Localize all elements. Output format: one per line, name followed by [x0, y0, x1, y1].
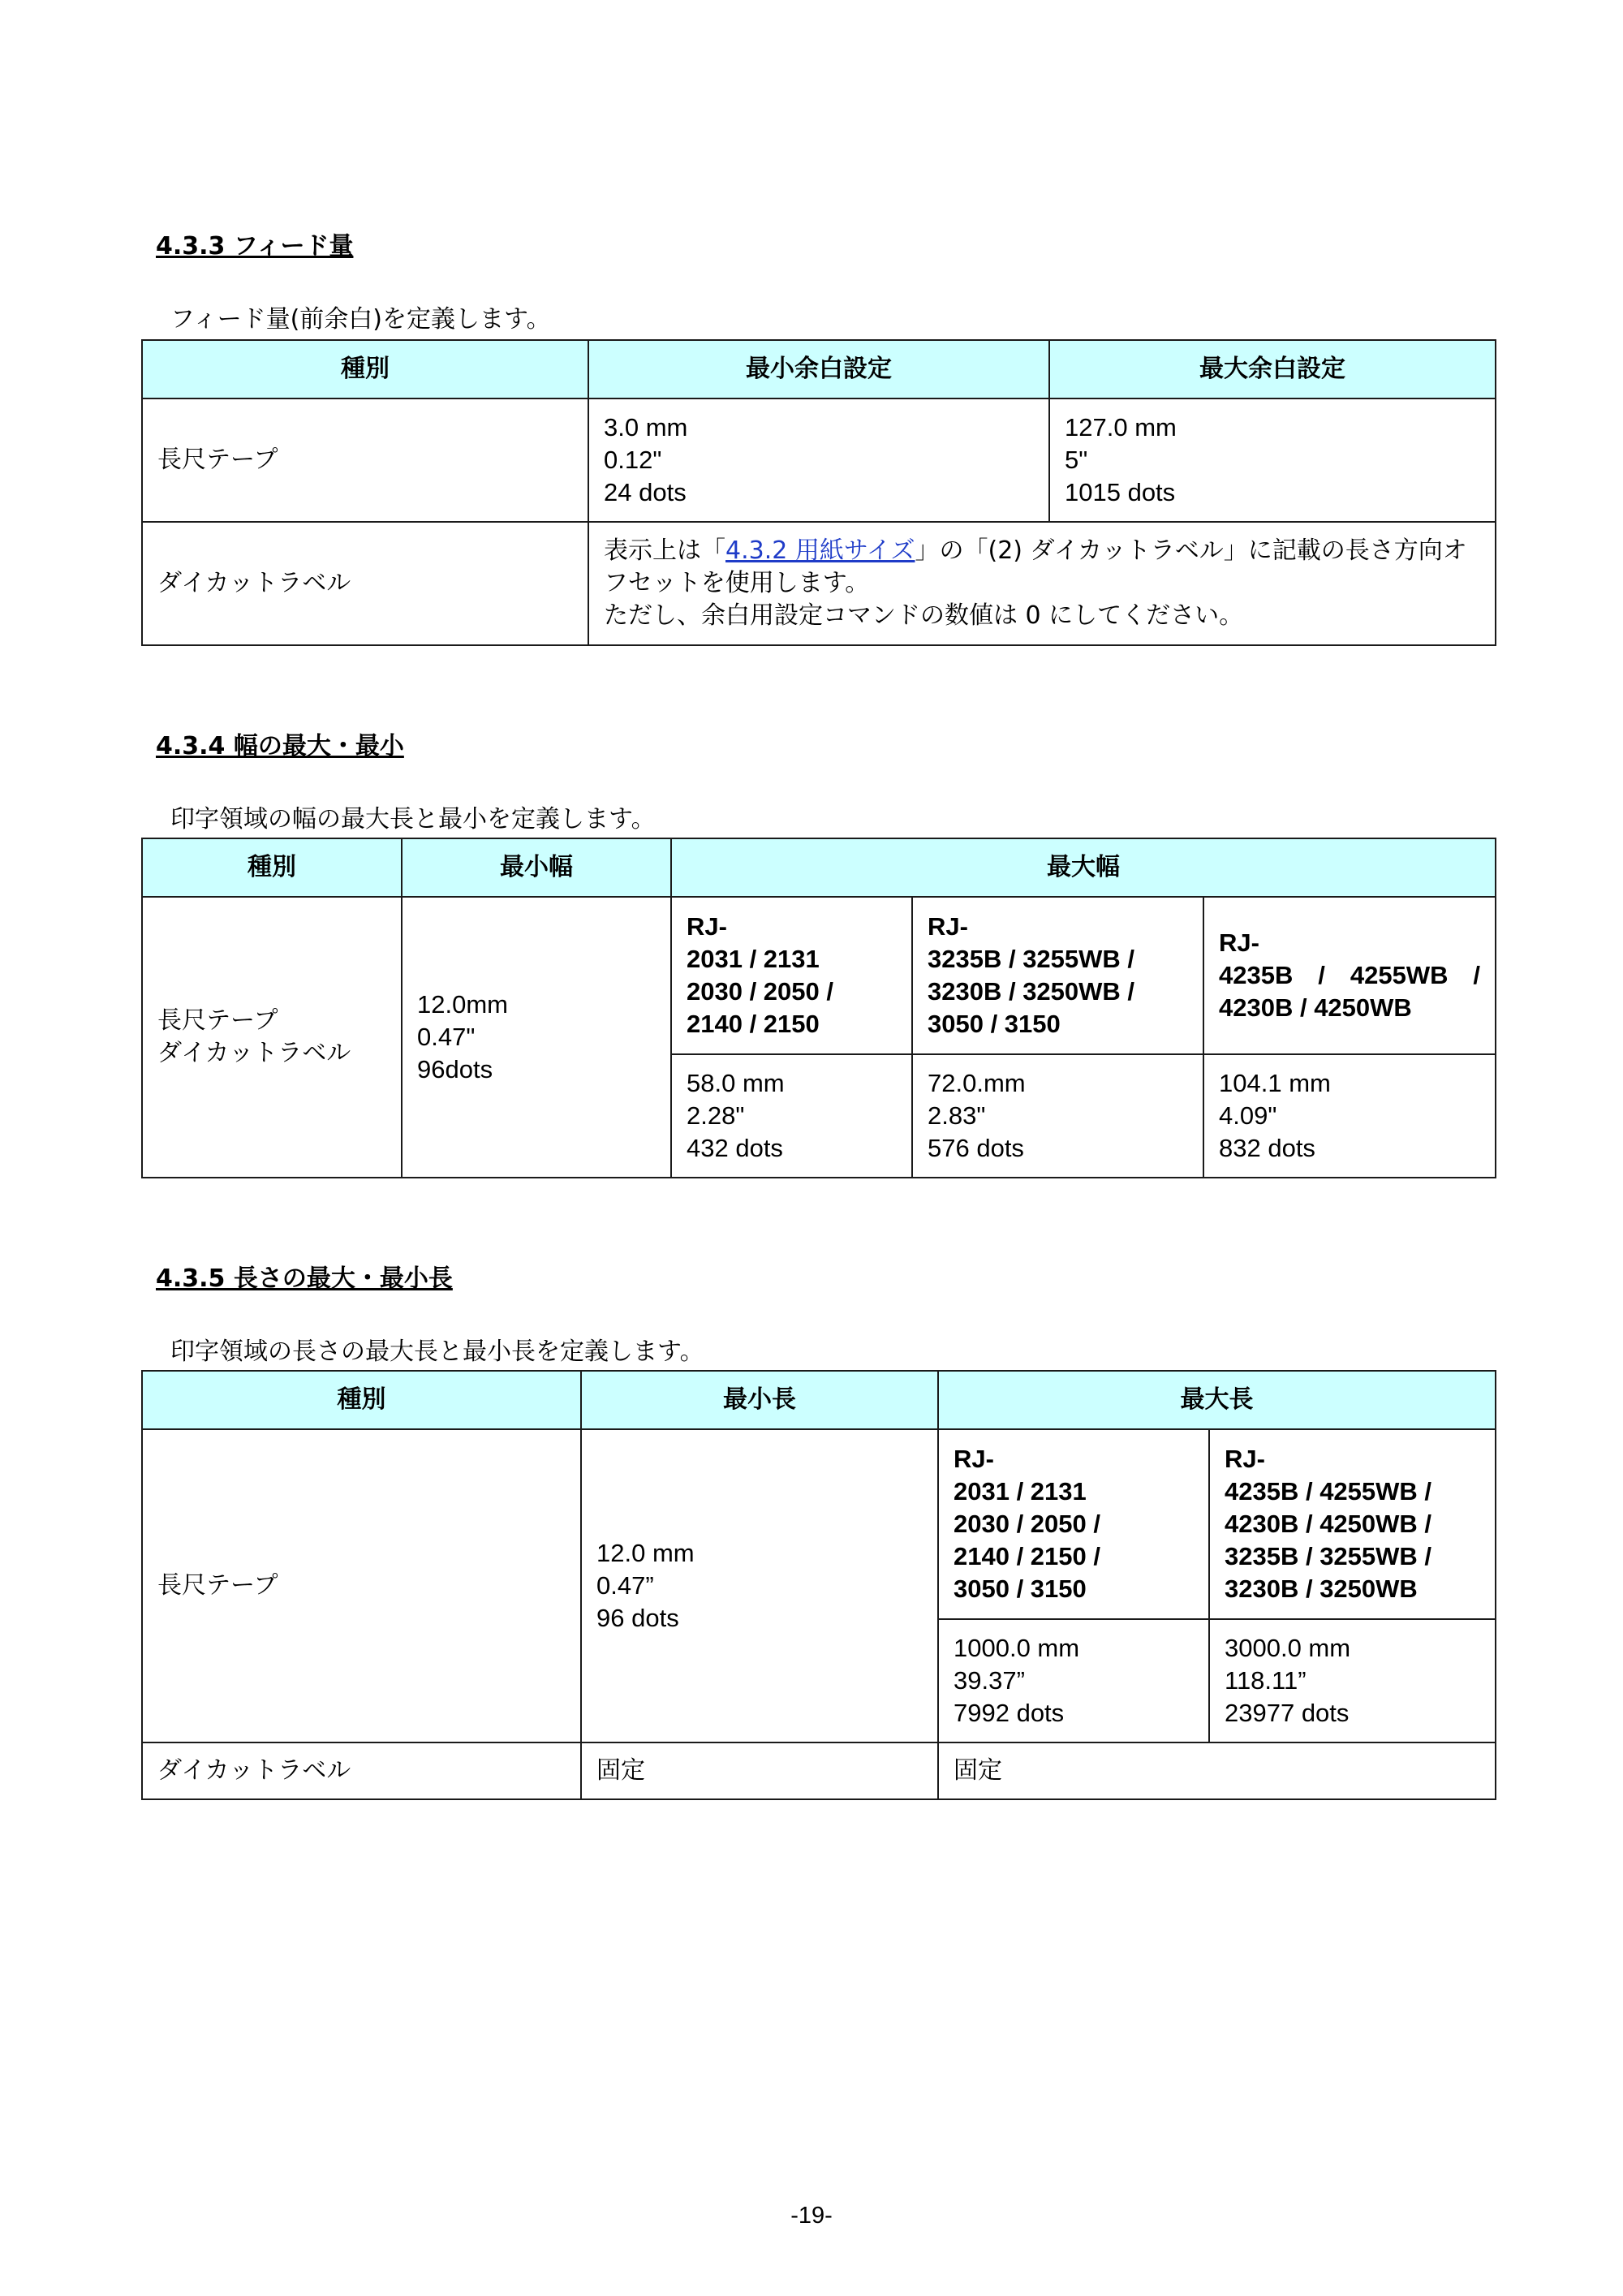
max-length-value-rj4000: 3000.0 mm 118.11” 23977 dots — [1209, 1619, 1496, 1742]
section-intro-4-3-4: 印字領域の幅の最大長と最小を定義します。 — [170, 805, 656, 834]
table-header-row — [142, 838, 1496, 897]
max-width-value-rj3000: 72.0.mm 2.83" 576 dots — [912, 1054, 1203, 1178]
min-width-value: 12.0mm 0.47" 96dots — [402, 897, 671, 1178]
model-group-rj2000: RJ- 2031 / 2131 2030 / 2050 / 2140 / 2150 — [671, 897, 912, 1054]
table-row — [142, 398, 1496, 522]
section-intro-4-3-3: フィード量(前余白)を定義します。 — [170, 305, 551, 334]
table-header-row — [142, 1371, 1496, 1429]
die-cut-note — [588, 522, 1496, 645]
header-max-width: 最大幅 — [671, 838, 1496, 897]
header-type: 種別 — [142, 1371, 581, 1429]
paper-size-link[interactable]: 4.3.2 用紙サイズ — [725, 536, 915, 565]
header-min-length: 最小長 — [581, 1371, 938, 1429]
max-margin-value: 127.0 mm 5" 1015 dots — [1049, 398, 1496, 522]
model-token: / — [1318, 961, 1325, 989]
model-line — [1219, 959, 1480, 992]
row-type-die-cut-label: ダイカットラベル — [142, 1742, 581, 1799]
table-row — [142, 897, 1496, 1054]
model-token: 4235B — [1219, 961, 1294, 989]
max-width-value-rj2000: 58.0 mm 2.28" 432 dots — [671, 1054, 912, 1178]
min-margin-value: 3.0 mm 0.12" 24 dots — [588, 398, 1049, 522]
note-text-line3: ただし、余白用設定コマンドの数値は 0 にしてください。 — [604, 601, 1244, 630]
section-heading-4-3-5: 4.3.5 長さの最大・最小長 — [156, 1264, 453, 1293]
model-token: 4255WB — [1350, 961, 1449, 989]
row-type-die-cut-label: ダイカットラベル — [142, 522, 588, 645]
header-min-margin: 最小余白設定 — [588, 340, 1049, 398]
width-table — [141, 838, 1496, 1178]
header-max-length: 最大長 — [938, 1371, 1496, 1429]
note-text-pre: 表示上は「 — [604, 536, 725, 565]
row-type-tape-and-label: 長尺テープ ダイカットラベル — [142, 897, 402, 1178]
model-token: / — [1473, 961, 1481, 989]
table-row — [142, 522, 1496, 645]
header-type: 種別 — [142, 838, 402, 897]
model-line: 4230B / 4250WB — [1219, 993, 1412, 1022]
max-length-fixed: 固定 — [938, 1742, 1496, 1799]
row-type-continuous-tape: 長尺テープ — [142, 398, 588, 522]
page-number: -19- — [790, 2203, 833, 2229]
feed-amount-table — [141, 339, 1496, 646]
model-group-rj4000 — [1203, 897, 1496, 1054]
model-prefix: RJ- — [1219, 928, 1259, 957]
table-row — [142, 1742, 1496, 1799]
section-heading-4-3-3: 4.3.3 フィード量 — [156, 232, 354, 261]
note-text-post: 」の「(2) ダイカットラベル」に記載の長さ方向オフセットを使用します。 — [604, 536, 1467, 597]
min-length-fixed: 固定 — [581, 1742, 938, 1799]
row-type-continuous-tape: 長尺テープ — [142, 1429, 581, 1742]
model-group-rj2000-3000: RJ- 2031 / 2131 2030 / 2050 / 2140 / 2150 / 3050 / 3150 — [938, 1429, 1209, 1619]
header-type: 種別 — [142, 340, 588, 398]
model-group-rj3000: RJ- 3235B / 3255WB / 3230B / 3250WB / 3050 / 3150 — [912, 897, 1203, 1054]
max-width-value-rj4000: 104.1 mm 4.09" 832 dots — [1203, 1054, 1496, 1178]
min-length-value: 12.0 mm 0.47” 96 dots — [581, 1429, 938, 1742]
length-table — [141, 1370, 1496, 1800]
header-min-width: 最小幅 — [402, 838, 671, 897]
table-header-row — [142, 340, 1496, 398]
section-intro-4-3-5: 印字領域の長さの最大長と最小長を定義します。 — [170, 1338, 704, 1366]
table-row — [142, 1429, 1496, 1619]
section-heading-4-3-4: 4.3.4 幅の最大・最小 — [156, 732, 404, 760]
header-max-margin: 最大余白設定 — [1049, 340, 1496, 398]
model-group-rj4000-3200: RJ- 4235B / 4255WB / 4230B / 4250WB / 3235B / 3255WB / 3230B / 3250WB — [1209, 1429, 1496, 1619]
max-length-value-rj2000: 1000.0 mm 39.37” 7992 dots — [938, 1619, 1209, 1742]
